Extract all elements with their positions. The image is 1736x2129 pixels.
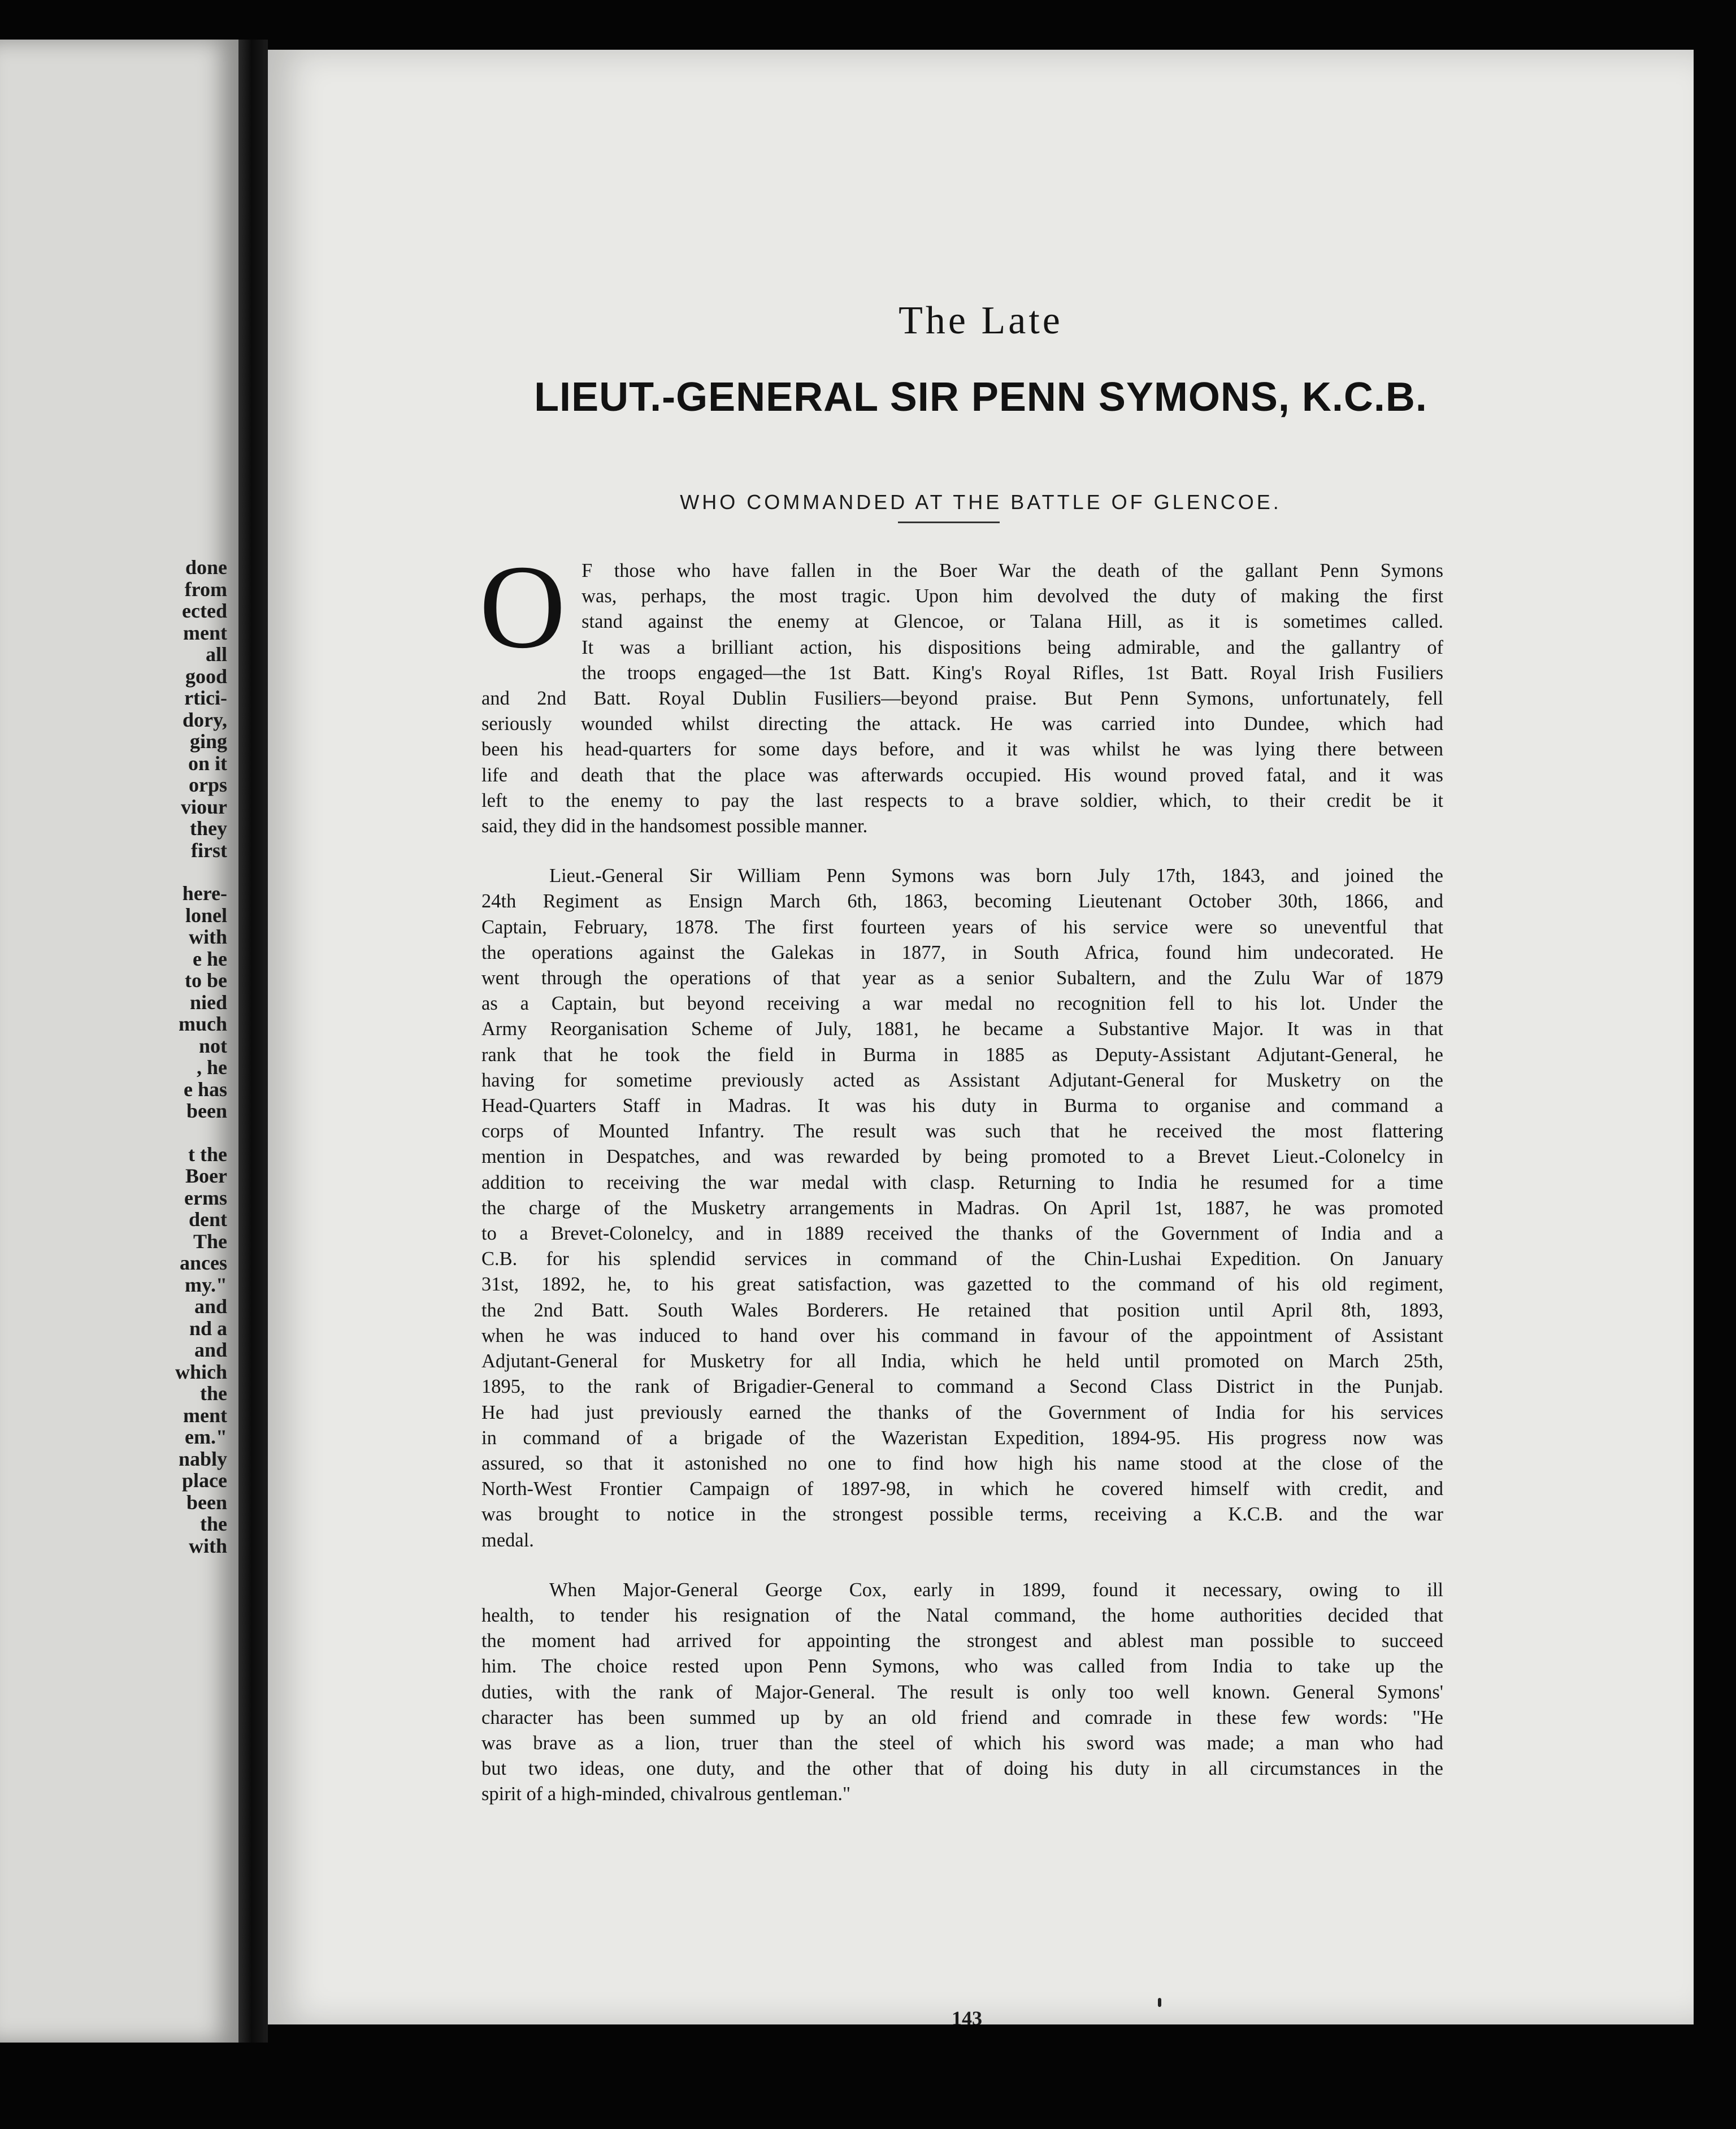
facing-page-line: em." xyxy=(185,1426,227,1448)
article-paragraph xyxy=(481,863,1443,1553)
text-line: was, perhaps, the most tragic. Upon him devolved the duty of making the first xyxy=(581,585,1443,607)
facing-page-line: the xyxy=(200,1513,227,1535)
drop-cap: O xyxy=(479,540,566,673)
facing-page-line: nied xyxy=(189,990,227,1014)
text-line: Adjutant-General for Musketry for all India, which he held until promoted on March 25th, xyxy=(481,1350,1443,1372)
facing-page-line: the xyxy=(200,1382,227,1405)
facing-page-line: nd a xyxy=(189,1316,227,1340)
facing-page-line: much xyxy=(178,1013,227,1035)
facing-page xyxy=(0,40,238,2043)
title-divider xyxy=(898,522,1000,523)
facing-page-line: e he xyxy=(193,947,227,970)
text-line: Lieut.-General Sir William Penn Symons was born July 17th, 1843, and joined the xyxy=(549,865,1443,887)
facing-page-line: with xyxy=(188,1534,227,1557)
facing-page-gap xyxy=(24,1122,227,1144)
facing-page-line: place xyxy=(182,1469,227,1492)
text-line: the operations against the Galekas in 1877, in South Africa, found him undecorated. He xyxy=(481,941,1443,963)
facing-page-line: and xyxy=(194,1339,227,1361)
article-subtitle: WHO COMMANDED AT THE BATTLE OF GLENCOE. xyxy=(680,490,1282,514)
facing-page-line: , he xyxy=(197,1056,227,1079)
facing-page-line: which xyxy=(175,1360,227,1383)
text-line: seriously wounded whilst directing the attack. He was carried into Dundee, which had xyxy=(481,713,1443,735)
text-line: having for sometime previously acted as Assistant Adjutant-General for Musketry on the xyxy=(481,1069,1443,1091)
text-line: the 2nd Batt. South Wales Borderers. He retained that position until April 8th, 1893, xyxy=(481,1299,1443,1321)
facing-page-line: ected xyxy=(182,599,227,622)
text-line: 31st, 1892, he, to his great satisfaction, was gazetted to the command of his old regiment, xyxy=(481,1274,1443,1296)
book-gutter xyxy=(238,40,268,2043)
text-line: the troops engaged—the 1st Batt. King's Royal Rifles, 1st Batt. Royal Irish Fusiliers xyxy=(581,662,1443,684)
text-line: was brought to notice in the strongest possible terms, receiving a K.C.B. and the war xyxy=(481,1504,1443,1526)
article-paragraph xyxy=(481,1578,1443,1808)
facing-page-line: ging xyxy=(189,730,227,753)
facing-page-line: been xyxy=(186,1100,227,1122)
text-line: as a Captain, but beyond receiving a war medal no recognition fell to his lot. Under the xyxy=(481,993,1443,1015)
text-line: in command of a brigade of the Wazeristan Expedition, 1894-95. His progress now was xyxy=(481,1427,1443,1449)
facing-page-line: ances xyxy=(180,1252,227,1274)
print-speck xyxy=(1158,1998,1161,2007)
article-body xyxy=(479,540,1443,1808)
facing-page-line: ment xyxy=(183,1404,227,1427)
facing-page-line: been xyxy=(186,1491,227,1514)
text-line: to a Brevet-Colonelcy, and in 1889 received the thanks of the Government of India and a xyxy=(481,1223,1443,1245)
text-line: but two ideas, one duty, and the other that of doing his duty in all circumstances in the xyxy=(481,1758,1443,1780)
facing-page-gap xyxy=(24,861,227,883)
text-line: North-West Frontier Campaign of 1897-98, in which he covered himself with credit, and xyxy=(481,1478,1443,1500)
facing-page-line: good xyxy=(185,664,227,688)
facing-page-line: ment xyxy=(183,621,227,644)
text-line: rank that he took the field in Burma in 1885 as Deputy-Assistant Adjutant-General, he xyxy=(481,1044,1443,1066)
text-line: 24th Regiment as Ensign March 6th, 1863, becoming Lieutenant October 30th, 1866, and xyxy=(481,890,1443,913)
text-line: went through the operations of that year as a senior Subaltern, and the Zulu War of 1879 xyxy=(481,967,1443,989)
text-line: addition to receiving the war medal with clasp. Returning to India he resumed for a time xyxy=(481,1171,1443,1193)
text-line: when he was induced to hand over his command in favour of the appointment of Assistant xyxy=(481,1324,1443,1346)
facing-page-line: on it xyxy=(188,751,227,775)
article-paragraph xyxy=(479,540,1443,839)
facing-page-line: to be xyxy=(185,969,227,992)
text-line: assured, so that it astonished no one to find how high his name stood at the close of the xyxy=(481,1452,1443,1474)
facing-page-text xyxy=(24,557,227,1557)
text-line: health, to tender his resignation of the Natal command, the home authorities decided that xyxy=(481,1604,1443,1626)
text-line: mention in Despatches, and was rewarded by being promoted to a Brevet Lieut.-Colonelcy in xyxy=(481,1146,1443,1168)
facing-page-line: from xyxy=(184,577,227,601)
facing-page-line: first xyxy=(191,838,227,862)
facing-page-line: all xyxy=(205,643,227,666)
text-line: was brave as a lion, truer than the steel of which his sword was made; a man who had xyxy=(481,1732,1443,1754)
text-line: duties, with the rank of Major-General. The result is only too well known. General Symons' xyxy=(481,1681,1443,1703)
text-line: 1895, to the rank of Brigadier-General to command a Second Class District in the Punjab. xyxy=(481,1376,1443,1398)
facing-page-line: Boer xyxy=(185,1165,227,1187)
facing-page-line: dent xyxy=(188,1208,227,1231)
facing-page-line: The xyxy=(193,1229,227,1253)
text-line: He had just previously earned the thanks of the Government of India for his services xyxy=(481,1401,1443,1423)
text-line: said, they did in the handsomest possible manner. xyxy=(481,815,868,837)
facing-page-line: done xyxy=(185,556,227,579)
article-page xyxy=(268,50,1694,2024)
text-line: him. The choice rested upon Penn Symons, who was called from India to take up the xyxy=(481,1656,1443,1678)
text-line: It was a brilliant action, his dispositions being admirable, and the gallantry of xyxy=(581,636,1443,658)
text-line: corps of Mounted Infantry. The result was such that he received the most flattering xyxy=(481,1120,1443,1142)
text-line: life and death that the place was afterwards occupied. His wound proved fatal, and it was xyxy=(481,764,1443,786)
facing-page-line: orps xyxy=(188,774,227,796)
text-line: character has been summed up by an old friend and comrade in these few words: "He xyxy=(481,1706,1443,1728)
facing-page-line: with xyxy=(188,926,227,948)
text-line: F those who have fallen in the Boer War the death of the gallant Penn Symons xyxy=(581,560,1443,581)
facing-page-line: e has xyxy=(183,1077,227,1101)
text-line: When Major-General George Cox, early in 1899, found it necessary, owing to ill xyxy=(549,1579,1443,1601)
text-line: been his head-quarters for some days before, and it was whilst he was lying there between xyxy=(481,738,1443,761)
text-line: Head-Quarters Staff in Madras. It was his duty in Burma to organise and command a xyxy=(481,1095,1443,1117)
facing-page-line: not xyxy=(198,1034,227,1057)
page-number: 143 xyxy=(952,2007,982,2024)
facing-page-line: lonel xyxy=(185,903,227,927)
facing-page-line: my." xyxy=(185,1273,227,1296)
text-line: Captain, February, 1878. The first fourteen years of his service were so uneventful that xyxy=(481,916,1443,938)
text-line: medal. xyxy=(481,1529,534,1551)
text-line: stand against the enemy at Glencoe, or Talana Hill, as it is sometimes called. xyxy=(581,611,1443,633)
facing-page-line: erms xyxy=(184,1186,227,1209)
facing-page-line: rtici- xyxy=(184,687,227,709)
text-line: Army Reorganisation Scheme of July, 1881, he became a Substantive Major. It was in that xyxy=(481,1018,1443,1040)
text-line: left to the enemy to pay the last respects to a brave soldier, which, to their credit be it xyxy=(481,789,1443,811)
facing-page-line: nably xyxy=(178,1447,227,1470)
facing-page-line: they xyxy=(190,817,227,840)
text-line: the moment had arrived for appointing the strongest and ablest man possible to succeed xyxy=(481,1630,1443,1652)
article-pre-title: The Late xyxy=(899,299,1063,342)
text-line: C.B. for his splendid services in command of the Chin-Lushai Expedition. On January xyxy=(481,1248,1443,1270)
facing-page-line: and xyxy=(194,1295,227,1318)
facing-page-line: dory, xyxy=(182,708,227,731)
facing-page-line: t the xyxy=(188,1142,227,1166)
facing-page-line: here- xyxy=(182,882,227,905)
text-line: the charge of the Musketry arrangements in Madras. On April 1st, 1887, he was promoted xyxy=(481,1197,1443,1219)
article-title: LIEUT.-GENERAL SIR PENN SYMONS, K.C.B. xyxy=(534,375,1427,420)
text-line: and 2nd Batt. Royal Dublin Fusiliers—beyond praise. But Penn Symons, unfortunately, fell xyxy=(481,688,1443,710)
facing-page-line: viour xyxy=(180,795,227,818)
text-line: spirit of a high-minded, chivalrous gentleman." xyxy=(481,1783,851,1805)
